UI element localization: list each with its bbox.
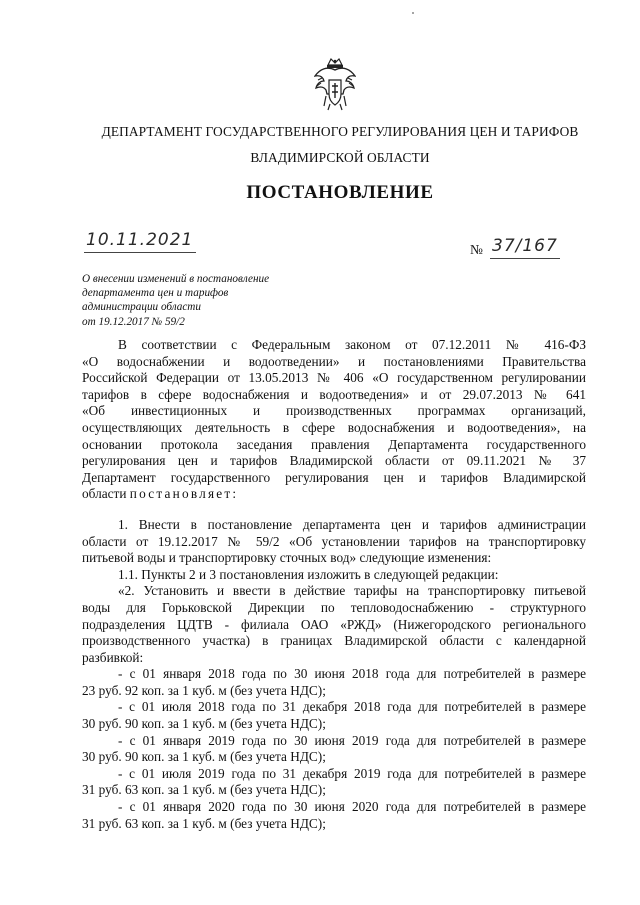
tariff-line: - с 01 января 2018 года по 30 июня 2018 года для потребителей в размере <box>118 666 586 682</box>
preamble-line: регулирования цен и тарифов Владимирской области от 09.11.2021 № 37 <box>82 453 586 469</box>
preamble-line: Российской Федерации от 13.05.2013 № 406 «О государственном регулировании <box>82 370 586 386</box>
item2-line: воды для Горьковской Дирекции по тепловодоснабжению - структурного <box>82 599 586 615</box>
coat-of-arms-icon <box>314 56 356 112</box>
document-number: 37/167 <box>492 236 558 256</box>
scan-dot <box>412 12 414 14</box>
tariff-line: 31 руб. 63 коп. за 1 куб. м (без учета НДС); <box>82 782 326 798</box>
document-title: ПОСТАНОВЛЕНИЕ <box>246 182 434 203</box>
department-name-line2: ВЛАДИМИРСКОЙ ОБЛАСТИ <box>250 150 430 165</box>
item2-line: разбивкой: <box>82 649 144 665</box>
tariff-line: 30 руб. 90 коп. за 1 куб. м (без учета НДС); <box>82 716 326 732</box>
preamble-line: «Об инвестиционных и производственных программах организаций, <box>82 403 586 419</box>
item-1-1: 1.1. Пункты 2 и 3 постановления изложить в следующей редакции: <box>118 566 499 582</box>
subject-line: администрации области <box>82 301 201 314</box>
subject-line: от 19.12.2017 № 59/2 <box>82 315 185 328</box>
tariff-line: 23 руб. 92 коп. за 1 куб. м (без учета НДС); <box>82 682 326 698</box>
item1-line: области от 19.12.2017 № 59/2 «Об установлении тарифов на транспортировку <box>82 533 586 549</box>
document-subject <box>82 272 342 329</box>
date-underline <box>84 252 196 253</box>
tariff-line: - с 01 января 2019 года по 30 июня 2019 года для потребителей в размере <box>118 732 586 748</box>
resolves-word: постановляет: <box>129 486 239 502</box>
item1-line: питьевой воды и транспортировку сточных вод» следующие изменения: <box>82 550 492 566</box>
preamble-line: основании протокола заседания правления Департамента государственного <box>82 436 586 452</box>
paragraph-gap <box>82 503 586 517</box>
preamble-end-prefix: области <box>82 486 127 502</box>
tariff-line: - с 01 июля 2018 года по 31 декабря 2018 года для потребителей в размере <box>118 699 586 715</box>
number-label: № <box>470 242 483 257</box>
subject-line: О внесении изменений в постановление <box>82 273 270 285</box>
number-underline <box>490 258 560 259</box>
preamble-end <box>82 486 586 503</box>
preamble-line: В соответствии с Федеральным законом от 07.12.2011 № 416-ФЗ <box>118 337 586 352</box>
item1-line: 1. Внести в постановление департамента цен и тарифов администрации <box>118 516 586 532</box>
item2-line: «2. Установить и ввести в действие тарифы на транспортировку питьевой <box>118 583 586 599</box>
tariff-line: - с 01 января 2020 года по 30 июня 2020 года для потребителей в размере <box>118 799 586 815</box>
document-body <box>82 337 586 832</box>
document-date: 10.11.2021 <box>86 230 194 250</box>
subject-line: департамента цен и тарифов <box>82 287 229 300</box>
preamble-line: Департамент государственного регулирования цен и тарифов Владимирской <box>82 469 586 485</box>
department-name-line1: ДЕПАРТАМЕНТ ГОСУДАРСТВЕННОГО РЕГУЛИРОВАНИЯ ЦЕН И ТАРИФОВ <box>101 124 579 139</box>
tariff-line: 30 руб. 90 коп. за 1 куб. м (без учета НДС); <box>82 749 326 765</box>
tariff-line: 31 руб. 63 коп. за 1 куб. м (без учета НДС); <box>82 815 326 831</box>
preamble-line: осуществляющих деятельность в сфере водоснабжения и водоотведения», на <box>82 419 586 435</box>
item2-line: производственного участка) в границах Владимирской области с календарной <box>82 633 586 649</box>
preamble-line: «О водоснабжении и водоотведении» и постановлениями Правительства <box>82 353 586 369</box>
tariff-line: - с 01 июля 2019 года по 31 декабря 2019 года для потребителей в размере <box>118 765 586 781</box>
preamble-line: тарифов в сфере водоснабжения и водоотведения» и от 29.07.2013 № 641 <box>82 386 586 402</box>
item2-line: подразделения ЦДТВ - филиала ОАО «РЖД» (Нижегородского регионального <box>82 616 586 632</box>
